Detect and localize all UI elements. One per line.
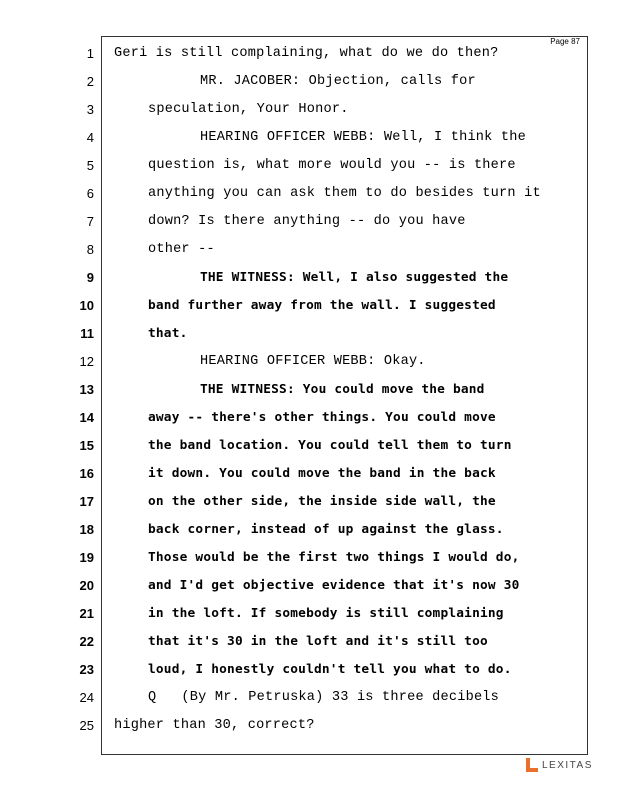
transcript-line: back corner, instead of up against the glass.	[148, 522, 504, 537]
line-number: 12	[79, 354, 94, 369]
line-number: 8	[86, 242, 94, 257]
transcript-line: THE WITNESS: You could move the band	[200, 382, 485, 397]
transcript-line: that it's 30 in the loft and it's still too	[148, 634, 488, 649]
transcript-line: band further away from the wall. I suggested	[148, 298, 496, 313]
line-number: 2	[86, 74, 94, 89]
line-number: 16	[79, 466, 94, 481]
transcript-line: away -- there's other things. You could move	[148, 410, 496, 425]
transcript-line: Those would be the first two things I would do,	[148, 550, 520, 565]
transcript-line: other --	[148, 242, 215, 257]
line-number: 11	[80, 326, 94, 341]
lexitas-logo-icon	[525, 757, 539, 773]
transcript-line: it down. You could move the band in the back	[148, 466, 496, 481]
transcript-line: and I'd get objective evidence that it's now 30	[148, 578, 520, 593]
line-number: 9	[86, 270, 94, 285]
transcript-line: question is, what more would you -- is there	[148, 158, 516, 173]
transcript-line: in the loft. If somebody is still complaining	[148, 606, 504, 621]
line-number: 1	[86, 46, 94, 61]
transcript-line: that.	[148, 326, 188, 341]
transcript-line: anything you can ask them to do besides turn it	[148, 186, 541, 201]
line-number: 19	[79, 550, 94, 565]
line-number: 24	[79, 690, 94, 705]
line-number: 5	[86, 158, 94, 173]
line-number: 14	[79, 410, 94, 425]
line-number: 4	[86, 130, 94, 145]
transcript-line: HEARING OFFICER WEBB: Okay.	[200, 354, 426, 369]
transcript-line: HEARING OFFICER WEBB: Well, I think the	[200, 130, 526, 145]
transcript-line: speculation, Your Honor.	[148, 102, 349, 117]
line-number: 10	[79, 298, 94, 313]
transcript-line: MR. JACOBER: Objection, calls for	[200, 74, 476, 89]
line-number: 7	[86, 214, 94, 229]
page-number-label: Page 87	[550, 37, 580, 46]
transcript-line: on the other side, the inside side wall, the	[148, 494, 496, 509]
transcript-line: Q (By Mr. Petruska) 33 is three decibels	[148, 690, 500, 705]
transcript-line: down? Is there anything -- do you have	[148, 214, 466, 229]
transcript-line: THE WITNESS: Well, I also suggested the	[200, 270, 509, 285]
transcript-line: the band location. You could tell them to turn	[148, 438, 512, 453]
line-number: 17	[79, 494, 94, 509]
transcript-line: loud, I honestly couldn't tell you what to do.	[148, 662, 512, 677]
line-number: 20	[79, 578, 94, 593]
transcript-line: Geri is still complaining, what do we do then?	[114, 46, 499, 61]
lexitas-logo	[525, 757, 593, 773]
line-number: 25	[79, 718, 94, 733]
lexitas-logo-text: LEXITAS	[542, 759, 593, 771]
line-number: 23	[79, 662, 94, 677]
line-number: 13	[79, 382, 94, 397]
line-number: 6	[86, 186, 94, 201]
line-number: 15	[79, 438, 94, 453]
transcript-line: higher than 30, correct?	[114, 718, 315, 733]
line-number: 22	[79, 634, 94, 649]
line-number: 3	[86, 102, 94, 117]
line-number: 21	[79, 606, 94, 621]
line-number: 18	[79, 522, 94, 537]
